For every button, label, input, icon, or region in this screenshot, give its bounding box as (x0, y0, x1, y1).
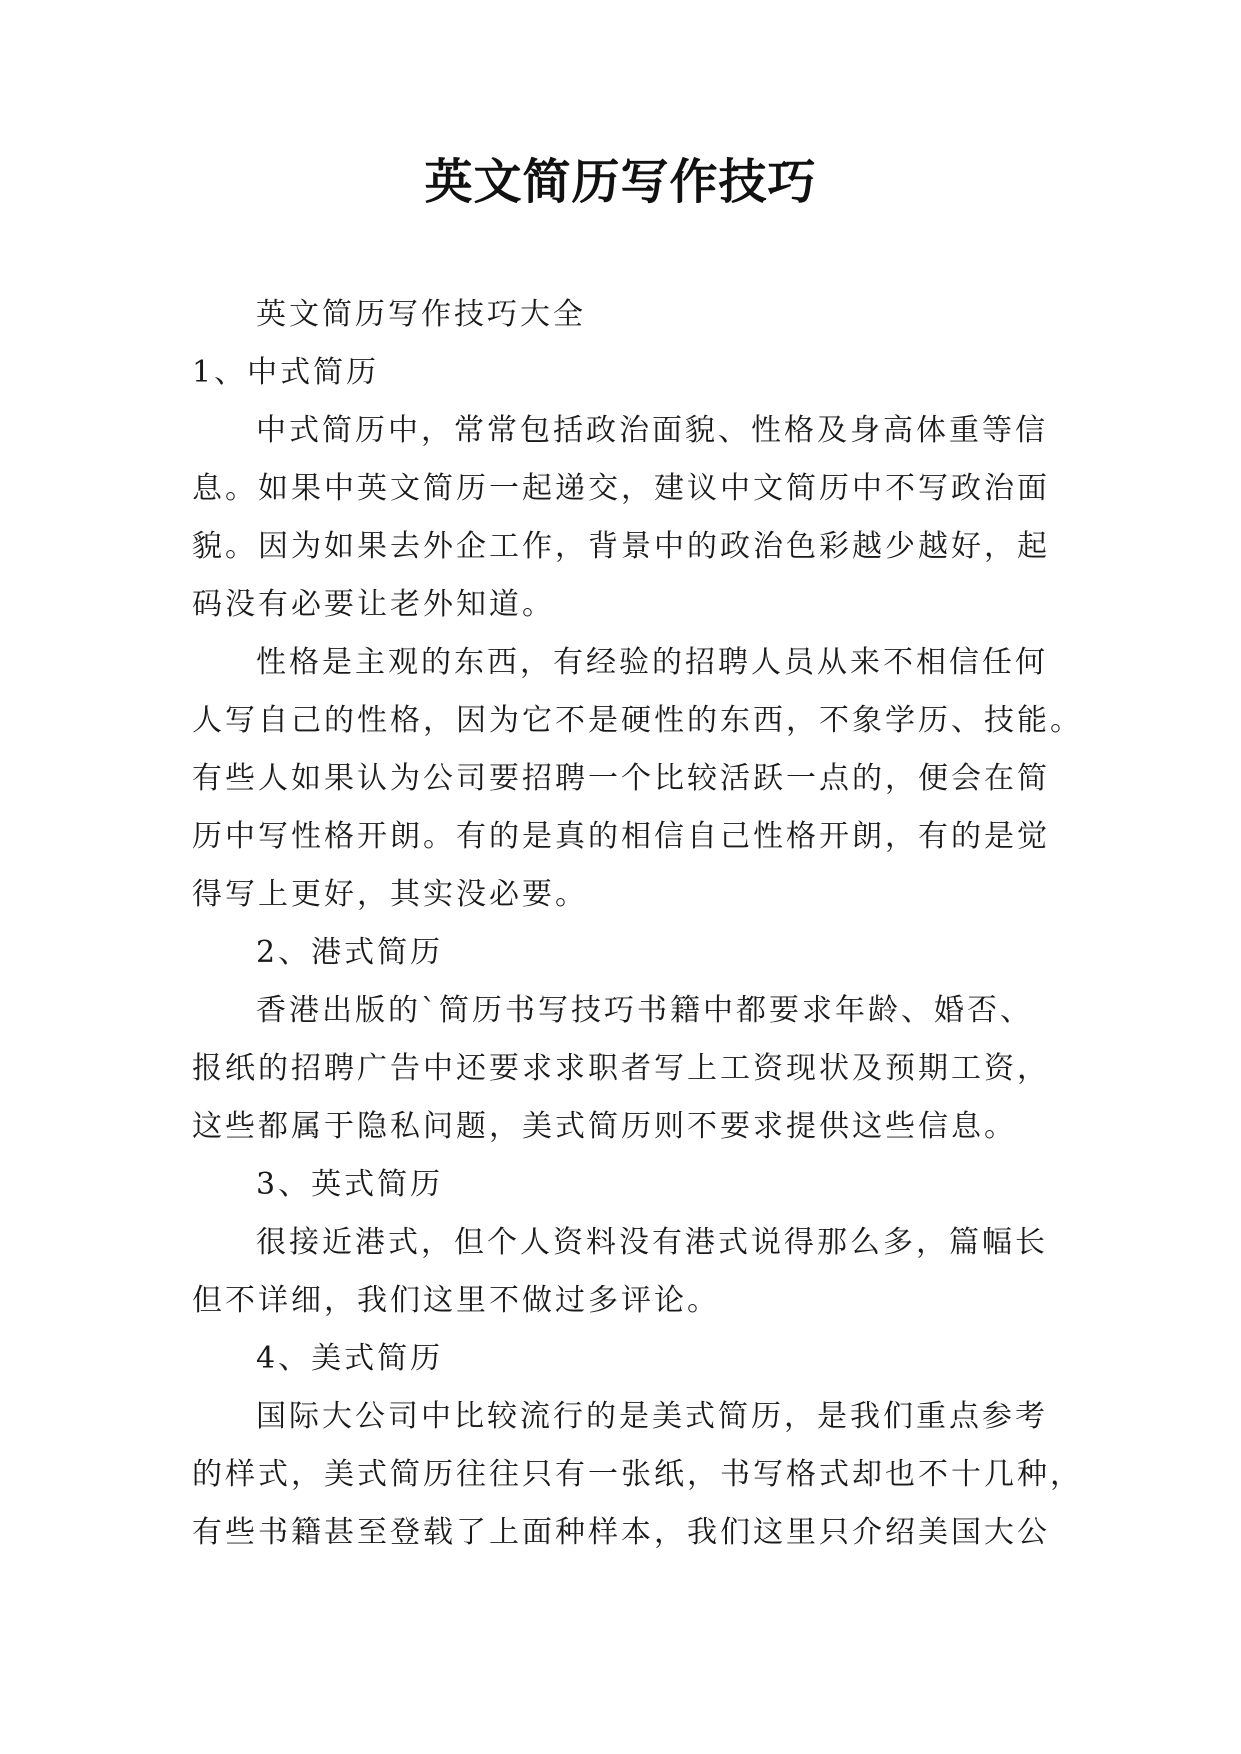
document-title: 英文简历写作技巧 (424, 154, 817, 210)
text-line: 4、美式简历 (256, 1341, 444, 1376)
text-line: 得写上更好，其实没必要。 (192, 877, 588, 912)
text-line: 1、中式简历 (192, 355, 380, 390)
text-line: 的样式，美式简历往往只有一张纸，书写格式却也不十几种， (192, 1457, 1083, 1492)
text-line: 中式简历中，常常包括政治面貌、性格及身高体重等信 (256, 413, 1048, 448)
text-line: 有些人如果认为公司要招聘一个比较活跃一点的，便会在简 (192, 761, 1050, 796)
text-line: 3、英式简历 (256, 1167, 444, 1202)
text-line: 英文简历写作技巧大全 (256, 297, 586, 332)
text-line: 貌。因为如果去外企工作，背景中的政治色彩越少越好，起 (192, 529, 1050, 564)
text-line: 性格是主观的东西，有经验的招聘人员从来不相信任何 (256, 645, 1048, 680)
text-line: 码没有必要让老外知道。 (192, 587, 555, 622)
text-line: 很接近港式，但个人资料没有港式说得那么多，篇幅长 (256, 1225, 1048, 1260)
text-line: 这些都属于隐私问题，美式简历则不要求提供这些信息。 (192, 1109, 1017, 1144)
document-body (192, 286, 1083, 1562)
text-line: 国际大公司中比较流行的是美式简历，是我们重点参考 (256, 1399, 1048, 1434)
text-line: 人写自己的性格，因为它不是硬性的东西，不象学历、技能。 (192, 703, 1083, 738)
text-line: 但不详细，我们这里不做过多评论。 (192, 1283, 720, 1318)
text-line: 2、港式简历 (256, 935, 444, 970)
text-line: 报纸的招聘广告中还要求求职者写上工资现状及预期工资， (192, 1051, 1050, 1086)
text-line: 有些书籍甚至登载了上面种样本，我们这里只介绍美国大公 (192, 1515, 1050, 1550)
text-line: 香港出版的`简历书写技巧书籍中都要求年龄、婚否、 (256, 993, 1033, 1028)
text-line: 历中写性格开朗。有的是真的相信自己性格开朗，有的是觉 (192, 819, 1050, 854)
text-line: 息。如果中英文简历一起递交，建议中文简历中不写政治面 (192, 471, 1050, 506)
